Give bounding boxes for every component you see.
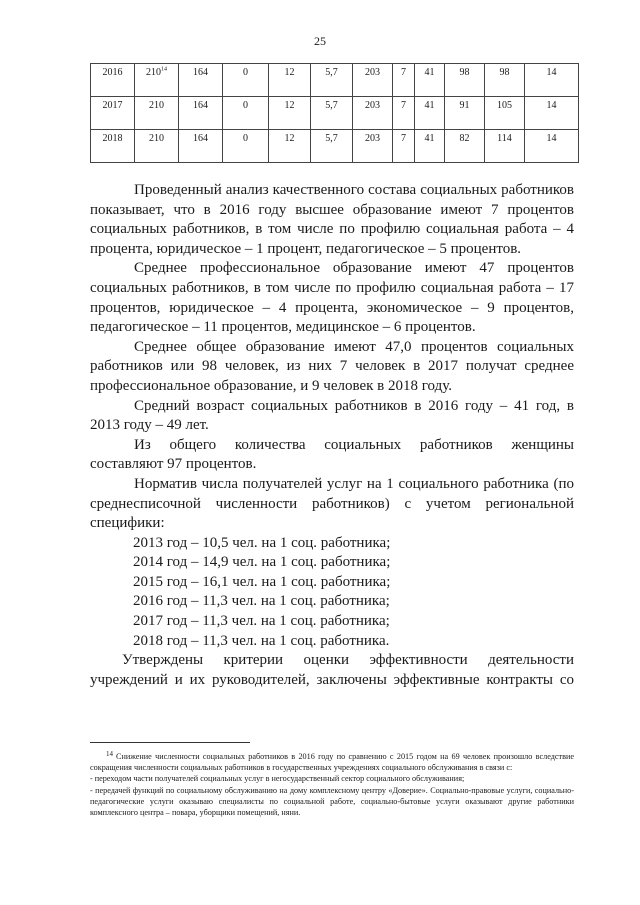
table-cell: 14 (525, 64, 579, 97)
paragraph-general-education: Среднее общее образование имеют 47,0 процентов социальных работников или 98 человек, из них 7 человек в 2017 получат среднее профессиональное образование, и 9 человек в 2018 году. (90, 338, 574, 394)
table-cell: 203 (353, 130, 393, 163)
table-cell: 41 (415, 130, 445, 163)
paragraph-norm-intro: Норматив числа получателей услуг на 1 социального работника (по среднесписочной численности работников) с учетом региональной специфики: (90, 475, 574, 532)
table-cell: 14 (525, 130, 579, 163)
paragraph-average-age: Средний возраст социальных работников в 2016 году – 41 год, в 2013 году – 49 лет. (90, 397, 574, 434)
table-cell: 14 (525, 97, 579, 130)
paragraph-secondary-professional: Среднее профессиональное образование имеют 47 процентов социальных работников, в том числе по профилю социальная работа – 17 процентов, юридическое – 4 процента, экономическое – 9 процентов, педагогическое – 11 процентов, медицинское – 6 процентов. (90, 260, 574, 336)
norm-item: 2016 год – 11,3 чел. на 1 соц. работника; (133, 593, 390, 610)
table-cell: 5,7 (311, 97, 353, 130)
table-cell: 41 (415, 64, 445, 97)
paragraph-qualification-analysis: Проведенный анализ качественного состава социальных работников показывает, что в 2016 году высшее образование имеют 7 процентов социальных работников, в том числе по профилю социальная работа – 4 процента, юридическое – 1 процент, педагогическое – 5 процентов. (90, 182, 574, 257)
table-cell: 82 (445, 130, 485, 163)
table-cell: 114 (485, 130, 525, 163)
table-row (91, 130, 579, 163)
table-cell: 5,7 (311, 64, 353, 97)
table-cell: 7 (393, 97, 415, 130)
table-cell: 91 (445, 97, 485, 130)
table-cell: 164 (179, 130, 223, 163)
table-cell: 164 (179, 97, 223, 130)
norm-item: 2015 год – 16,1 чел. на 1 соц. работника; (133, 573, 391, 590)
table-cell: 98 (485, 64, 525, 97)
table-cell: 0 (223, 130, 269, 163)
table-cell-year: 2017 (91, 97, 135, 130)
footnote-mark: 14 (106, 750, 113, 758)
table-cell: 12 (269, 64, 311, 97)
paragraph-criteria: Утверждены критерии оценки эффективности деятельности учреждений и их руководителей, заключены эффективные контракты со (90, 652, 574, 688)
table-cell: 210 (135, 97, 179, 130)
norm-item: 2017 год – 11,3 чел. на 1 соц. работника; (133, 613, 390, 630)
paragraph-women-share: Из общего количества социальных работников женщины составляют 97 процентов. (90, 436, 574, 473)
table-cell: 203 (353, 64, 393, 97)
table-cell: 41 (415, 97, 445, 130)
table-cell: 7 (393, 64, 415, 97)
footnote-item: - переходом части получателей социальных услуг в негосударственный сектор социального обслуживания; (90, 774, 465, 784)
table-cell: 164 (179, 64, 223, 97)
table-cell: 105 (485, 97, 525, 130)
footnote-main-text: Снижение численности социальных работников в 2016 году по сравнению с 2015 годом на 69 человек произошло вследствие сокращения численности социальных работников в государственных учреждениях социального обслуживания в связи с: (90, 752, 574, 773)
norm-item: 2013 год – 10,5 чел. на 1 соц. работника; (133, 534, 391, 551)
table-cell-year: 2018 (91, 130, 135, 163)
table-cell: 12 (269, 130, 311, 163)
table-cell: 210 (135, 130, 179, 163)
table-cell: $210^{14}$ (135, 64, 179, 97)
footnote-14 (90, 749, 574, 773)
table-cell: 0 (223, 97, 269, 130)
footnote-item: - передачей функций по социальному обслуживанию на дому комплексному центру «Доверие». Социально-правовые услуги, социально-педагогические услуги оказываю специалисты по социальной работе, социально-бытовые услуги оказывают другие работники комплексного центра – повара, уборщики помещений, няни. (90, 785, 574, 818)
table-row (91, 97, 579, 130)
norm-item: 2018 год – 11,3 чел. на 1 соц. работника. (133, 632, 390, 649)
table-cell: 0 (223, 64, 269, 97)
table-cell: 12 (269, 97, 311, 130)
table-row (91, 64, 579, 97)
footnote-ref: 14 (161, 66, 167, 73)
table-cell: 98 (445, 64, 485, 97)
norm-list (90, 534, 574, 652)
footnotes (90, 749, 574, 818)
table-cell-year: 2016 (91, 64, 135, 97)
body-text (90, 181, 574, 690)
footnote-separator (90, 742, 250, 743)
table-cell: 203 (353, 97, 393, 130)
table-cell: 5,7 (311, 130, 353, 163)
page-number: 25 (314, 34, 326, 48)
table-cell: 7 (393, 130, 415, 163)
data-table (90, 63, 579, 163)
norm-item: 2014 год – 14,9 чел. на 1 соц. работника; (133, 554, 391, 571)
